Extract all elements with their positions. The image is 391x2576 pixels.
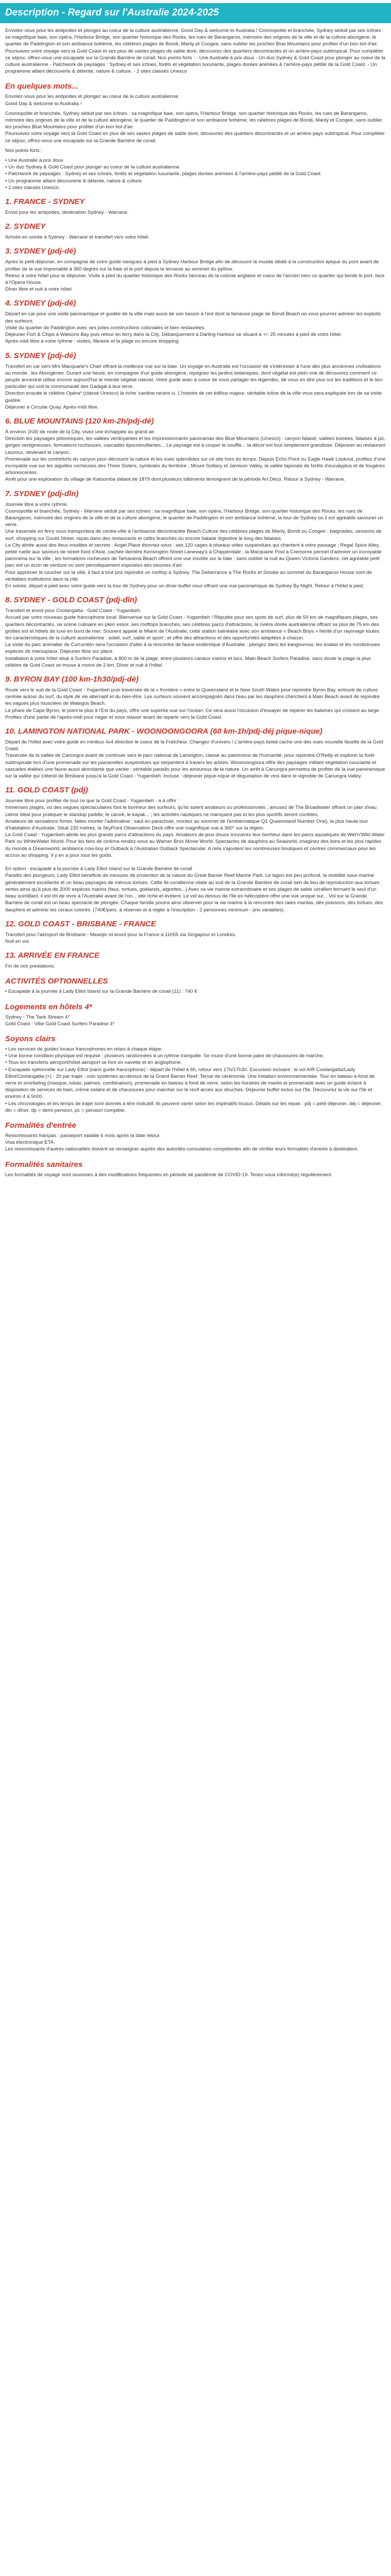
page: [0, 0, 391, 1181]
itinerary: [5, 197, 386, 970]
day-title: 2. SYDNEY: [5, 222, 46, 231]
day-text: Après le petit déjeuner, en compagnie de votre guide naviguez à pied à Sydney Harbour Bridge afin de découvrir le musée dédié à la construction épique du pont avant de profiter de la vue imprenable à 360 degrés sur la baie et le port depuis la terrasse au sommet du pylône. Retour à votre hôtel pour le déjeuner. Visite à pied du quartier historique des Rocks berceau de la colonie anglaise et coeur de l'ancien bien co quartier qui borde le port, face à l'Opera House. Dîner libre et nuit à votre hôtel.: [5, 259, 385, 293]
content: [0, 27, 391, 1178]
day-title: 13. ARRIVÉE EN FRANCE: [5, 951, 100, 960]
activities-list: [5, 988, 386, 995]
formalites-text: Ressortissants français : passeport valable 6 mois après la date retour. Visa électronique ETA. Les ressortissants d'autres nationalités doivent se renseigner auprès des autorités consulaires compétentes afin de vérifier leurs formalités d'entrée à destination.: [5, 1132, 359, 1153]
page-title: Description - Regard sur l'Australie 2024-2025: [0, 3, 391, 23]
day-text: Transfert en car vers Mrs Macquarie's Chair offrant la meilleure vue sur la baie. Un voyage en Australie est l'occasion de s'intéresser à l'une des plus anciennes civilisations au monde : les Aborigènes. Durant une heure, en compagnie d'un guide aborigène, rejoignez les jardins botaniques, dont végétal est plein vrai de découvrez comment ce peuple ancestral utilise encore aujourd'hui le monde végétal naturel. Votre guide avec à coeur de vous partager les légendes, de vous en dire plus sur les traditions et le lien particulier qui unit la communauté des Gadigal à leur terre. Direction ensuite le célèbre Opéra* (classé Unesco) la riche 'cardine neutre ci. L'histoire de cet édifice majeur, véritable icône de la ville vous sera expliquée lors de sa visite guidée. Déjeuner à Circular Quay. Après-midi libre.: [5, 363, 383, 410]
day-title: 7. SYDNEY (pdj-dîn): [5, 489, 79, 498]
day-text: Départ en car pour une visite panoramique et guidée de la ville mais aussi de son bassin à l'est dont la fameuse plage de Bondi Beach où vous pourrez admirer les exploits des surfeurs. Visite du quartier de Paddington avec ses jolies constructions coloniales et bien restaurées. Déjeuner Fish & Chips à Watsons Bay puis retour en ferry dans la City. Débarquement à Darling Harbour se situant à +/- 25 minutes à pied de votre hôtel. Après-midi libre à votre rythme : visites, flânerie et la plage ou encore shopping.: [5, 311, 381, 345]
day-title: 8. SYDNEY - GOLD COAST (pdj-dîn): [5, 596, 137, 605]
points-list: [5, 157, 386, 191]
day-title: 1. FRANCE - SYDNEY: [5, 197, 85, 207]
day-text: Envol pour les antipodes, destination Sydney - Warrane.: [5, 210, 129, 216]
day-title: 5. SYDNEY (pdj-dé): [5, 351, 76, 360]
sanitaires-text: Les formalités de voyage sont soumises à des modifications fréquentes en période de pandémie de COVID-19. Tenez-vous informé(e) régulièrement.: [5, 1172, 333, 1178]
activity-item: • Escapade à la journée à Lady Elliot Island sur la Grande Barrière de corail (11) : 740 €: [5, 989, 198, 995]
soyons-item: • Les services de guides locaux francophones en relais à chaque étape.: [5, 1046, 163, 1052]
hotels-heading: Logements en hôtels 4*: [5, 1002, 92, 1011]
soyons-item: • Escapade optionnelle sur Lady Elliot (sans guide francophone) : départ de l'hôtel à 6h, retour vers 17h/17h30. Excursion incluant : le vol A/R Coolangatta/Lady Elliot/Coolangatta (+) - 2h par trajet - vols systèmes au-dessus de la Grand Barrier Reef. Tenue de cérémonie. Une initiation environnementale. Tour en bateau à fond de verre et snorkeling (masque, tubas, palmes, combinaison), promenade en bateau à fond de verre, selon les horaires de marée et promenade avec un guide éclairé à disposition de services de bain, crème solaire et de chaussures pour marcher sur le récif accès aux douches. Déjeuner buffet inclus sur l'île. Découvrez la vie sur l'île et environ 4 à 5h00.: [5, 1066, 375, 1100]
intro-summary: Envolez-vous pour les antipodes et plongez au coeur de la culture australienne. Good Day & welcome to Australia ! Cosmopolite et branchée, Sydney séduit par ses icônes : sa magnifique baie, son opéra, l'Harbour Bridge, son quartier historique des Rocks, les rues de Barangaroo, mémoire des origines de la ville et de la culture aborigène, le quartier de Paddington et son ambiance bohème, les célèbres plages de Bondi, Manly et Coogee, sans oublier les proches Blue Mountains pour profiter d'un bon bol d'air. Poursuivez votre voyage vers la Gold Coast et ses plus de vastes plages de sable doré, découvrez des quartiers décontractés et un arrière-pays subtropical. Pour compléter ce séjour, offrez-vous une escapade sur la Grande Barrière de corail. Nos points forts : - Une Australie à prix doux - Un duo Sydney & Gold Coast pour plonger au coeur de la culture australienne - Patchwork de paysages : Sydney et ses icônes, forêts et végétation luxuriante, plages dorées animées & l'arrière-pays pétillé de la Gold Coast. - Un programme alliant découverte & détente, nature & culture. - 2 sites classés Unesco: [5, 28, 385, 75]
points-label: Nos points forts :: [5, 147, 42, 154]
activities-heading: ACTIVITÉS OPTIONNELLES: [5, 977, 108, 986]
soyons-item: • Une bonne condition physique est requise : plusieurs randonnées à un rythme tranquille. Se munir d'une bonne paire de chaussures de marche.: [5, 1053, 324, 1059]
day-text: Journée libre à votre rythme. Cosmopolite et branchée, Sydney - Warrane séduit par ses icônes : sa magnifique baie, son opéra, l'Harbour Bridge, son quartier historique des Rocks, les rues de Barangaroo, mémoire des origines de la ville et de la culture aborigène, le quartier de Paddington et son ambiance bohème, la tour de Sydney où il est agréable savourer un verre. Une traversée en ferry vous transportera de centre-ville à l'ambiance décontractée Beach Culture des célèbres plages de Manly, Bondi ou Coogee : baignades, sessions de surf, shopping sur Gould Street, repas dans des restaurants et cafés branchés ou encore balade digestive le long des falaises. La City abrite aussi des lieux insolites et secrets : Angel Place étonnez-vous : ses 120 cages à oiseaux vides suspendues qui chantent à votre passage ; Regal Spice Alley, petite ruelle aux saveurs de street food d'Asie, cachée derrière Kensington Street Laneway's à Chippendale ; la Macquarie Pool à Cremorne permet d'admirer un incroyable panorama sur la ville ; les formations rocheuses de Tamarama Beach offrent une vue insolite sur la baie ; sans oublier la nuit au Queen Victoria Gardens, cet agréable petit parc est un écrin de verdure où sont périodiquement exposées des oeuvres d'art. Pour apprécier le coucher sur la ville, il faut à tout prix rejoindre un rooftop à Sydney. The Deberrance à The Rocks et Smoke au sommet du Barangaroo House sont de véritables institutions dans la cité. En soirée, départ à pied avec votre guide vers la tour de Sydney pour un dîner-buffet vous offrant une vue panoramique de Sydney By Night. Retour à l'hôtel à pied.: [5, 501, 383, 589]
hotel-line: Sydney - The Tank Stream 4*: [5, 1014, 70, 1020]
day-text: Transfert pour l'aéroport de Brisbane - Meanjin et envol pour la France à 11h55 via Singapour et Londres. Nuit en vol.: [5, 931, 236, 944]
day-title: 9. BYRON BAY (100 km-1h30/pdj-dé): [5, 675, 139, 684]
intro-paragraph: Envolez-vous pour les antipodes et plongez au coeur de la culture australienne. Good Day & welcome to Australia !: [5, 94, 180, 107]
day-text: Route vers le sud de la Gold Coast - Yugambeh puis traversée de la « frontière » entre le Queensland et le New South Wales pour rejoindre Byron Bay, entouré de culture centrée autour du surf, du style de vie alternatif et du bien-être. Les surfeurs souvent accompagnés dans l'eau par les dauphins cherchent à Main Beach avant de rejoindre les vagues plus musclées de Wategos Beach. Le phare de Cape Byron, le point le plus à l'Est du pays, offre une superbe vue sur l'océan. Ce sera aussi l'occasion d'essayer de repérer les baleines qui croisent au large. Profitez d'une partie de l'après-midi pour nager et vous relaxer avant de repartir vers la Gold Coast.: [5, 687, 381, 720]
soyons-list: [5, 1046, 386, 1114]
point-item: • Une Australie à prix doux: [5, 158, 63, 164]
day-title: 10. LAMINGTON NATIONAL PARK - WOONOONGOORA (60 km-1h/pdj-déj pique-nique): [5, 727, 323, 736]
day-text: Arrivée en soirée à Sydney - Warrane et transfert vers votre hôtel.: [5, 234, 150, 241]
intro-paragraph: Cosmopolite et branchée, Sydney séduit par ses icônes : sa magnifique baie, son opéra, l'Harbour Bridge, son quartier historique des Rocks, les rues de Barangaroo, mémoire des origines de la ville et de la culture aborigène, le quartier de Paddington et son ambiance bohème, les célèbres plages de Bondi, Manly et Coogee, sans oublier les proches Blue Mountains pour profiter d'un bon bol d'air. Poursuivez votre voyage vers la Gold Coast en plus de ses vastes plages de sable doré, découvrez des quartiers décontractés et un arrière-pays subtropical. Pour compléter ce séjour, offrez-vous une escapade sur la Grande Barrière de corail.: [5, 110, 385, 144]
day-text: Journée libre pour profiter de tout ce que la Gold Coast - Yugambeh - a à offrir : Immenses plages, où des vagues spectaculaires font le bonheur des surfeurs, qu'ils soient amateurs ou professionnels ; amusez de The Broadwater offrant un plan d'eau calme idéal pour pratiquer le standup paddle, le canoë, le kayak... ; les activités nautiques ne manquent pas et les plus sportifs seront comblés. Amateurs de sensations fortes, faites monter l'adrénaline : saut en parachute, montez au sommet de l'emblématique Q1 Queensland Number One), la plus haute tour d'habitation d'Australie. Situé 230 mètres, la SkyPoint Observation Deck offre une magnifique vue à 360° sur la région. La Gold Coast - Yugambeh abrite les plus grands parcs d'attractions du pays. Amateurs de jeux douze trouverez leur bonheur dans les parcs aquatiques de Wet'n'Wild Water Park ou WhiteWater World. Pour les fans de cinéma rendez-vous au Warner Bros Movie World. Spectacles de dauphins au Seaworld, imaginez des lions et les plus rapides du monde à Dreamworld, ambiance cow-boy et Outback à l'Australian Outback Spectacular. A cela s'ajoutent les nombreuses boutiques et centres commerciaux pour les accros au shopping. Il y en a pour tous les goûts. En option : escapade à la journée à Lady Elliot Island sur la Grande Barrière de corail Paradis des plongeurs, Lady Elliot bénéficie de mesures de protection de la nature du Great Barrier Reef Marine Park. Le lagon est peu profond, la visibilité sous-marine généralement excellente et un beau paysages de mérous tortues. Cette île corallienne vitale au sud de la Grande Barrière de corail sert de lieu de reproduction aux tortues vertes ainsi qu'à plus de 2000 espèces marins (faux, tortues, goélands, aigrettes...) Avec sa vie marine extraordinaire et ses plages de sable corallien fermant le seul d'un beau scintillant, il est tôt de vivre à l'Australie avant de l'on... site riche et évident. Le vol au-dessus de l'île en hélicoptère offre une vue unique sur... Vol sur la Grande Barrière de corail est un beau spectacle de plongée. Chaque famille pourra ainsi observer pour la vie marine à la rencontre des raies mantas, des poissons, des tortues, des dauphins et admirer les coraux colorés. (740€/pers. à réserver et à régler à l'inscription - 2 personnes minimum - prix variables).: [5, 798, 385, 913]
point-item: • Un programme alliant découverte & détente, nature & culture.: [5, 178, 143, 184]
point-item: • Un duo Sydney & Gold Coast pour plonger au coeur de la culture australienne: [5, 164, 180, 171]
day-text: Départ de l'hôtel avec votre guide en minibus 4x4 direction le coeur de la Fraîcheur. Changez d'univers ! L'arrière-pays boisé cache une des vues nouvelle facette de la Gold Coast. Traversée de la vallée de Canungra avant de continuer vers le parc national de Lamington, classé au patrimoine de l'humanité, pour rejoindre O'Reilly et explorer la forêt subtropicale lors d'une promenade sur les passerelles suspendues qui serpentent à travers les arbres. Woonoongoora offre des paysages mêlant végétation luxuriante et cascades étalées une faune aussi abondante que variée : véritable paradis pour les amoureux de la nature. Un arrêt à Canungra permettra de profiter de la vue panoramique sur la vallée qui s'étend de Brisbane jusqu'à la Gold Coast - Yugambeh. Incluse : déjeuner pique-nique et dégustation de vins dans le vignoble de Canungra Valley.: [5, 739, 385, 779]
soyons-heading: Soyons clairs: [5, 1034, 56, 1043]
formalites-heading: Formalités d'entrée: [5, 1121, 76, 1130]
intro-heading: En quelques mots...: [5, 82, 78, 91]
hotel-line: Gold Coast - Vibe Gold Coast Surfers Paradise 4*: [5, 1021, 115, 1027]
day-text: À environ 1h30 de route de la City, vivez une échappée au grand air. Direction les paysages pittoresques, les vallées verdoyantes et les impressionnants panoramas des Blue Mountains (Unesco) : canyon falaisé, vallées boisées, falaises à pic, gorges vertigineuses, formations rocheuses, cascades époustouflantes... Le paysage est à couper le souffle... la décor est tout simplement grandiose. Déjeuner au restaurant Leuroux, devenant le canyon. Promenade sur les contreforts du canyon pour découvrir la nature et les vues splendides sur ce site hors du temps. Depuis Echo Point ou Eagle Hawk Lookout, profitez d'une incroyable vue sur les aiguilles rocheuses des Three Sisters, symboles du territoire ; Mount Solitary et Jamison Valley, la vallée tapissée de forêts d'eucalyptus et de fougères arborescentes. Arrêt pour une exploration du village de Katoomba datant de 1879 dont plusieurs bâtiments témoignent de la période Art Déco. Retour à Sydney - Warrane.: [5, 429, 386, 483]
day-text: Transfert et envol pour Coolangatta - Gold Coast - Yugambeh. Accueil par votre nouveau guide francophone local. Bienvenue sur la Gold Coast - Yugambeh ! Réputée pour ses spots de surf, plus de 50 km de magnifiques plages, ses quartiers décontractés, sa scène culinaire en plein essor, ses rooftops branchés, ses célèbres parcs d'attractions, la rivière dorée australienne offrant sa plus de 75 km des grottes est et hôtels de luxe en bord de mer. Souvent appelé le Miami de l'Australie, cette station balnéaire avec son ambiance « Beach Boys » hérité d'un rayonage toutes les caractéristiques de la culture australienne : soleil, surf, sable et sport ; et offre des attractions et des opportunités adaptées à chacun. La visite du parc animalier de Currumbin sera l'occasion d'aller à la rencontre de faune endémique d'Australie : plongez dans les kangourous, les koalas et les nombreuses espèces de marsupiaux. Déjeuner libre sur place. Installation à votre hôtel situé à Surfers Paradise, à 800 m de la plage, entre plusieurs canaux marins et lacs. Main Beach Surfers Paradise, sans doute la plage la plus célèbre de Gold Coast se trouve à moins de 2 km. Dîner et nuit à l'hôtel.: [5, 608, 380, 668]
point-item: • Patchwork de paysages : Sydney et ses icônes, forêts et végétation luxuriante, plages dorées animées & l'arrière-pays pétillé de la Gold Coast.: [5, 171, 322, 177]
soyons-item: • Les chronologies et les temps de trajet sont donnés à titre indicatif, ils peuvent varier selon les impératifs locaux. Détails sur les repas : pdj = petit déjeuner, déj = déjeuner, din = dîner, dp = demi-pension, pc = pension complète.: [5, 1100, 382, 1113]
point-item: • 2 sites classés Unesco.: [5, 184, 60, 191]
sanitaires-heading: Formalités sanitaires: [5, 1160, 83, 1169]
soyons-item: • Tous les transferts aéroport/hôtel aéroport se font en navette et en anglophone.: [5, 1060, 182, 1066]
day-title: 12. GOLD COAST - BRISBANE - FRANCE: [5, 919, 156, 928]
day-title: 3. SYDNEY (pdj-dé): [5, 247, 76, 256]
day-title: 6. BLUE MOUNTAINS (120 km-2h/pdj-dé): [5, 416, 154, 426]
day-text: Fin de nos prestations.: [5, 963, 56, 970]
day-title: 4. SYDNEY (pdj-dé): [5, 299, 76, 308]
day-title: 11. GOLD COAST (pdj): [5, 786, 88, 795]
